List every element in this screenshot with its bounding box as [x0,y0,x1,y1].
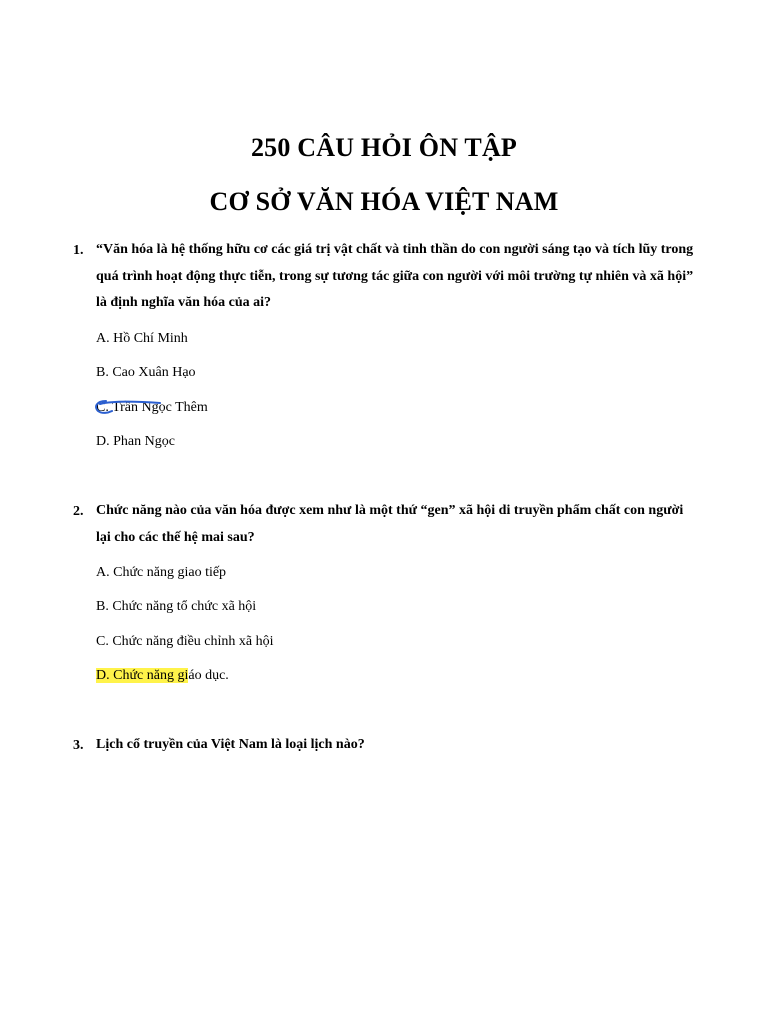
question-1-option-b: B. Cao Xuân Hạo [96,365,196,380]
question-2-option-d [96,667,229,685]
question-3-text: Lịch cổ truyền của Việt Nam là loại lịch nào? [96,737,365,752]
question-1-number: 1. [73,243,84,258]
question-1-text: “Văn hóa là hệ thống hữu cơ các giá trị vật chất và tinh thần do con người sáng tạo và tích lũy trong quá trình hoạt động thực tiễn, trong sự tương tác giữa con người với môi trường tự nhiên và xã hội” là định nghĩa văn hóa của ai? [96,242,694,310]
question-3-number: 3. [73,738,84,753]
question-1-option-c: C. Trần Ngọc Thêm [96,400,208,415]
question-2-option-a: A. Chức năng giao tiếp [96,565,227,580]
document-title-line2: CƠ SỞ VĂN HÓA VIỆT NAM [209,187,559,216]
question-2-number: 2. [73,504,84,519]
option-d-rest: áo dục. [188,668,229,683]
question-2-text: Chức năng nào của văn hóa được xem như là một thứ “gen” xã hội di truyền phẩm chất con người lại cho các thế hệ mai sau? [96,503,684,545]
question-2-option-b: B. Chức năng tổ chức xã hội [96,599,257,614]
question-2-option-c: C. Chức năng điều chỉnh xã hội [96,634,274,649]
question-1-option-d: D. Phan Ngọc [96,434,175,449]
highlighted-text: D. Chức năng gi [96,668,189,683]
question-1-option-a: A. Hồ Chí Minh [96,331,188,346]
document-title-line1: 250 CÂU HỎI ÔN TẬP [250,133,518,162]
